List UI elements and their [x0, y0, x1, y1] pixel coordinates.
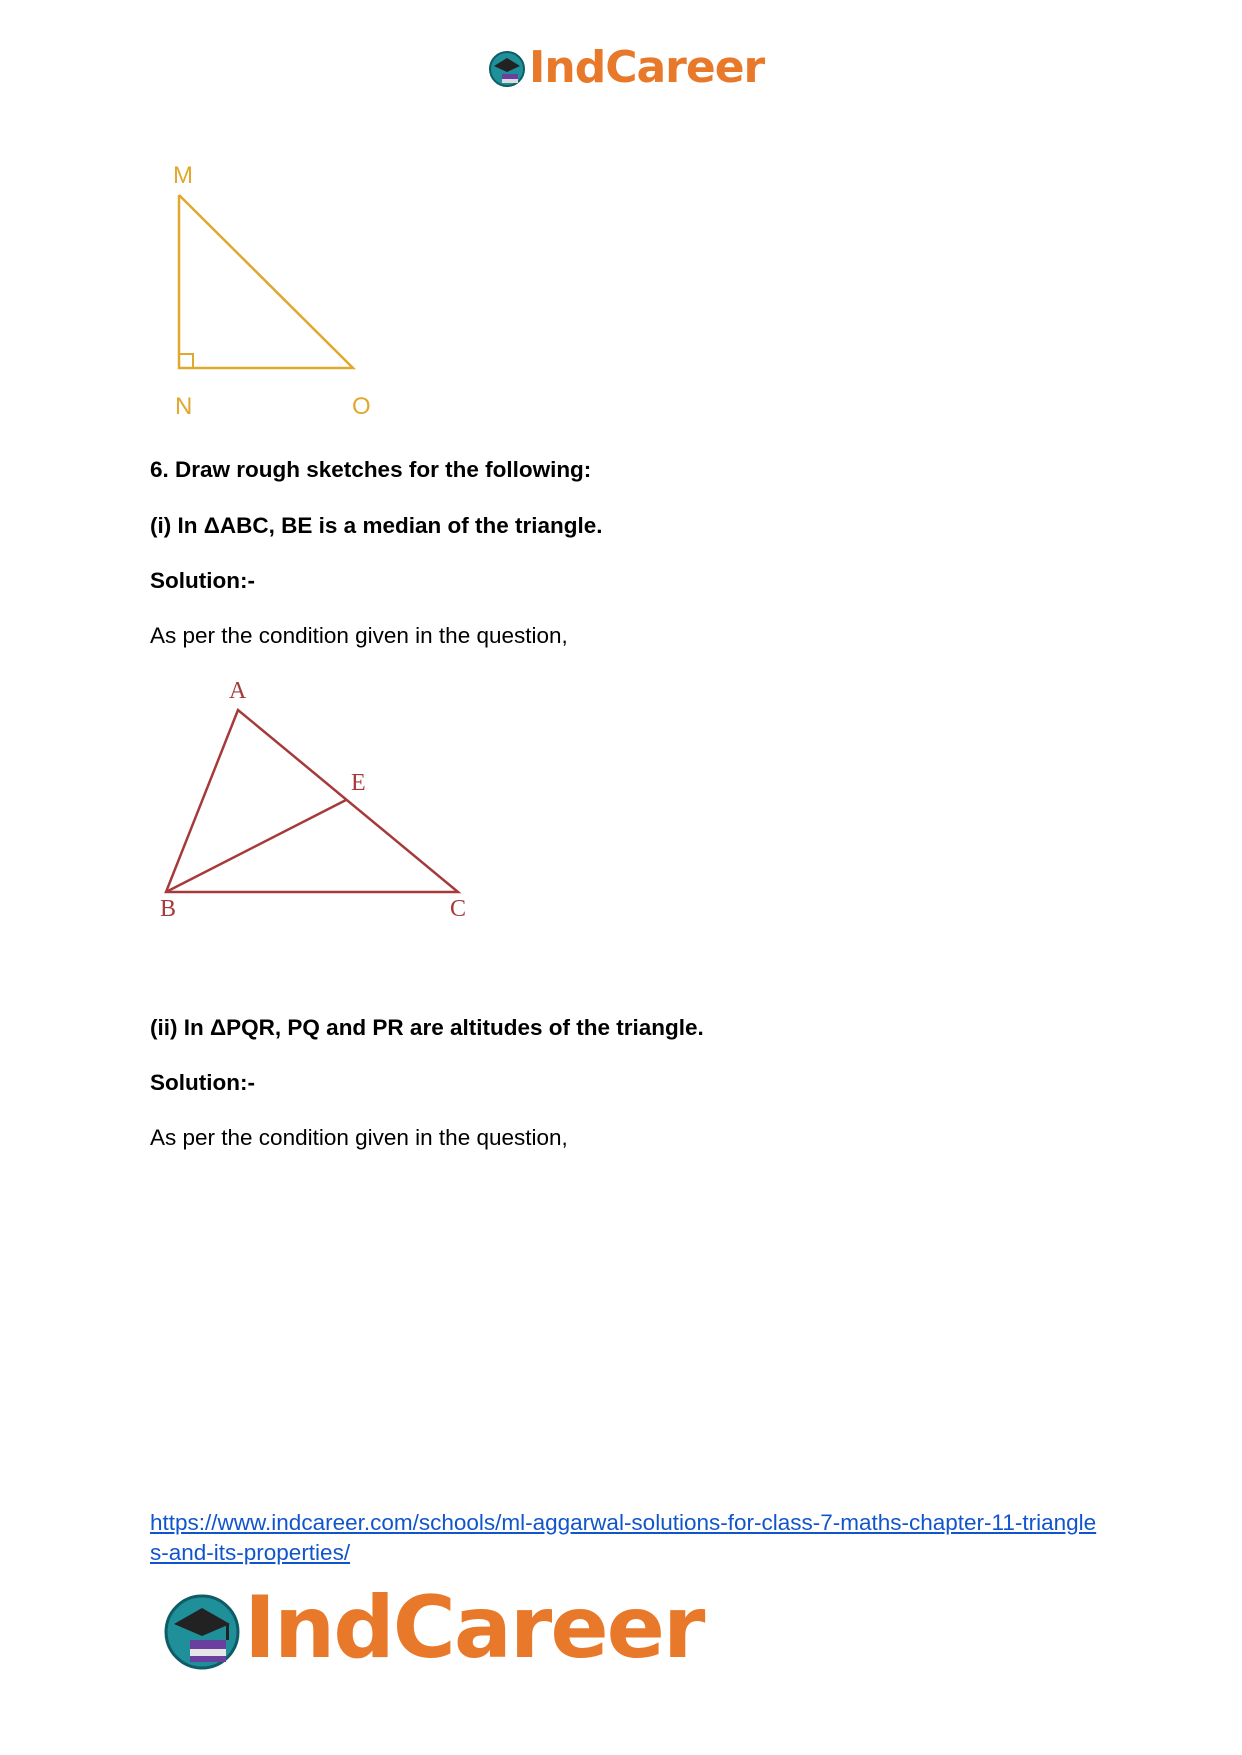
- solution-heading-1: Solution:-: [150, 568, 255, 593]
- solution-text-2: As per the condition given in the question,: [150, 1125, 568, 1150]
- logo-wordmark: IndCareer: [529, 42, 765, 93]
- question-part-2: (ii) In ΔPQR, PQ and PR are altitudes of the triangle.: [150, 1015, 704, 1040]
- figure-triangle-abc: [150, 690, 490, 930]
- bottom-logo: [160, 1578, 705, 1678]
- logo-globe-icon: [160, 1584, 244, 1672]
- label-o: O: [352, 393, 371, 420]
- label-c: C: [450, 896, 467, 922]
- label-n: N: [175, 393, 193, 420]
- solution-text-1: As per the condition given in the question,: [150, 623, 568, 648]
- footer-link[interactable]: https://www.indcareer.com/schools/ml-aggarwal-solutions-for-class-7-maths-chapter-11-triangles-and-its-properties/: [150, 1510, 1097, 1565]
- question-part-1: (i) In ΔABC, BE is a median of the triangle.: [150, 513, 603, 538]
- label-b: B: [160, 896, 177, 922]
- figure-triangle-mno: [160, 150, 400, 430]
- label-m: M: [173, 162, 193, 189]
- question-title: 6. Draw rough sketches for the following:: [150, 457, 592, 482]
- label-a: A: [229, 678, 247, 704]
- solution-heading-2: Solution:-: [150, 1070, 255, 1095]
- logo-globe-icon: [486, 44, 528, 90]
- top-logo: [486, 40, 766, 96]
- label-e: E: [351, 770, 366, 796]
- logo-wordmark: IndCareer: [244, 1578, 704, 1678]
